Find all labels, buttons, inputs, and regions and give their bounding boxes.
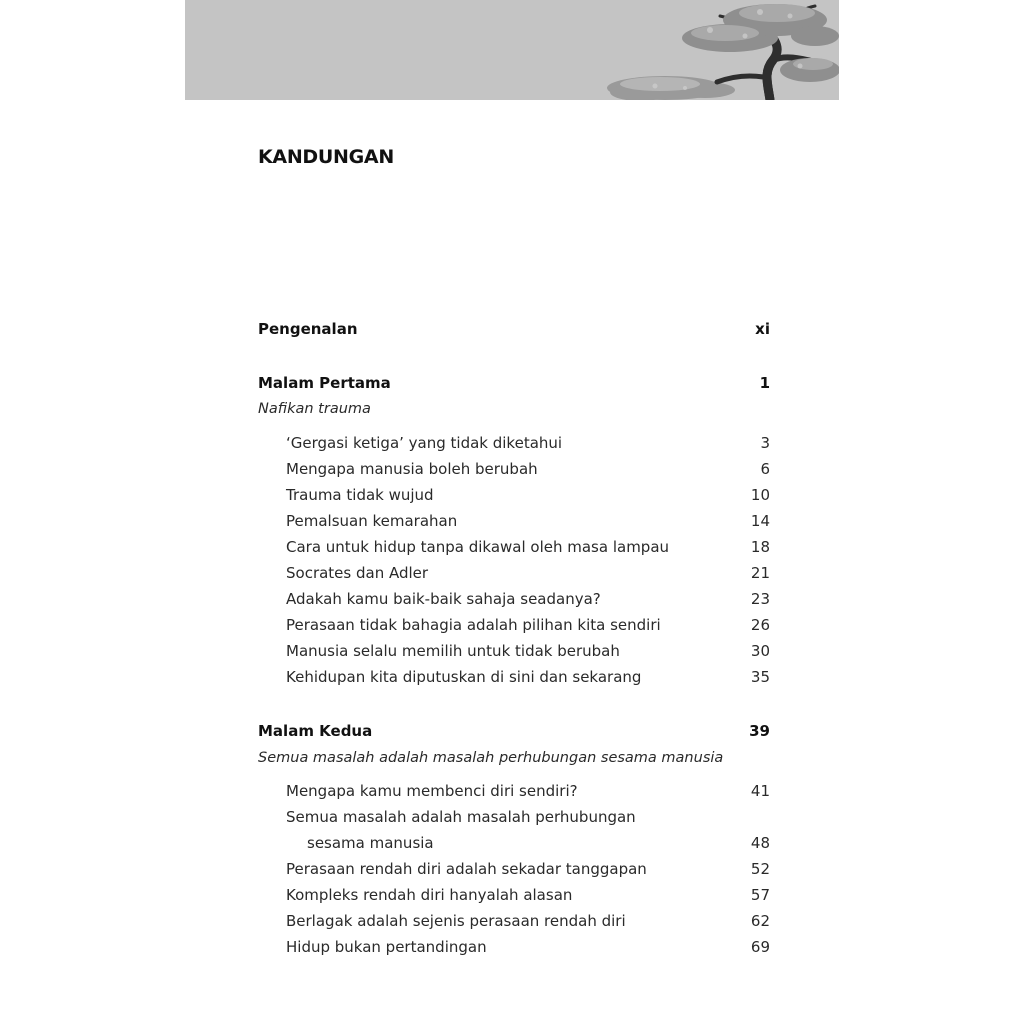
toc-item bbox=[258, 666, 770, 688]
toc-entry-intro bbox=[258, 318, 770, 340]
toc-item-label: sesama manusia bbox=[307, 834, 434, 852]
table-of-contents bbox=[258, 0, 770, 1024]
toc-item bbox=[258, 432, 770, 454]
toc-item-label: Semua masalah adalah masalah perhubungan bbox=[286, 808, 636, 826]
toc-item-page: 23 bbox=[750, 590, 770, 608]
toc-item bbox=[258, 936, 770, 958]
toc-item-page: 41 bbox=[750, 782, 770, 800]
toc-entry-page: xi bbox=[755, 320, 770, 338]
toc-item-page: 57 bbox=[750, 886, 770, 904]
toc-item-label: Trauma tidak wujud bbox=[286, 486, 434, 504]
toc-item-page: 26 bbox=[750, 616, 770, 634]
toc-item-label: Mengapa manusia boleh berubah bbox=[286, 460, 538, 478]
toc-entry-page: 1 bbox=[759, 374, 770, 392]
toc-item bbox=[258, 458, 770, 480]
toc-item-label: Socrates dan Adler bbox=[286, 564, 429, 582]
toc-item-label: Kehidupan kita diputuskan di sini dan sekarang bbox=[286, 668, 642, 686]
toc-item-label: Cara untuk hidup tanpa dikawal oleh masa lampau bbox=[286, 538, 670, 556]
toc-item-label: ‘Gergasi ketiga’ yang tidak diketahui bbox=[286, 434, 563, 452]
toc-item-label: Perasaan rendah diri adalah sekadar tanggapan bbox=[286, 860, 647, 878]
toc-item-label: Berlagak adalah sejenis perasaan rendah diri bbox=[286, 912, 626, 930]
toc-item bbox=[258, 780, 770, 802]
toc-item-label: Kompleks rendah diri hanyalah alasan bbox=[286, 886, 573, 904]
toc-entry-page: 39 bbox=[749, 722, 770, 740]
toc-item bbox=[258, 588, 770, 610]
toc-item bbox=[258, 536, 770, 558]
toc-section-subtitle: Nafikan trauma bbox=[258, 401, 371, 417]
toc-item bbox=[258, 910, 770, 932]
toc-section-subtitle: Semua masalah adalah masalah perhubungan sesama manusia bbox=[258, 750, 724, 766]
toc-item-page: 48 bbox=[750, 834, 770, 852]
toc-entry-night1 bbox=[258, 372, 770, 394]
toc-item-continuation bbox=[258, 832, 770, 854]
toc-item-page: 21 bbox=[750, 564, 770, 582]
toc-item bbox=[258, 858, 770, 880]
toc-entry-label: Malam Kedua bbox=[258, 722, 373, 740]
toc-entry-label: Pengenalan bbox=[258, 320, 358, 338]
toc-item bbox=[258, 484, 770, 506]
toc-item-page: 30 bbox=[750, 642, 770, 660]
toc-item-label: Perasaan tidak bahagia adalah pilihan kita sendiri bbox=[286, 616, 661, 634]
toc-item-page: 14 bbox=[750, 512, 770, 530]
toc-item-page: 6 bbox=[760, 460, 770, 478]
toc-item-page: 18 bbox=[750, 538, 770, 556]
toc-item-page: 62 bbox=[750, 912, 770, 930]
toc-item-label: Adakah kamu baik-baik sahaja seadanya? bbox=[286, 590, 601, 608]
page-title: KANDUNGAN bbox=[258, 146, 394, 168]
toc-item-page: 10 bbox=[750, 486, 770, 504]
toc-item-label: Manusia selalu memilih untuk tidak berubah bbox=[286, 642, 620, 660]
toc-item-label: Hidup bukan pertandingan bbox=[286, 938, 487, 956]
toc-item-label: Pemalsuan kemarahan bbox=[286, 512, 458, 530]
toc-item-page: 35 bbox=[750, 668, 770, 686]
toc-item-page: 3 bbox=[760, 434, 770, 452]
toc-entry-night2 bbox=[258, 720, 770, 742]
toc-item-page: 69 bbox=[750, 938, 770, 956]
toc-item bbox=[258, 614, 770, 636]
toc-item bbox=[258, 510, 770, 532]
toc-entry-label: Malam Pertama bbox=[258, 374, 391, 392]
toc-item bbox=[258, 884, 770, 906]
toc-item bbox=[258, 562, 770, 584]
toc-item-label: Mengapa kamu membenci diri sendiri? bbox=[286, 782, 578, 800]
toc-item-page: 52 bbox=[750, 860, 770, 878]
toc-item bbox=[258, 806, 770, 828]
toc-item bbox=[258, 640, 770, 662]
